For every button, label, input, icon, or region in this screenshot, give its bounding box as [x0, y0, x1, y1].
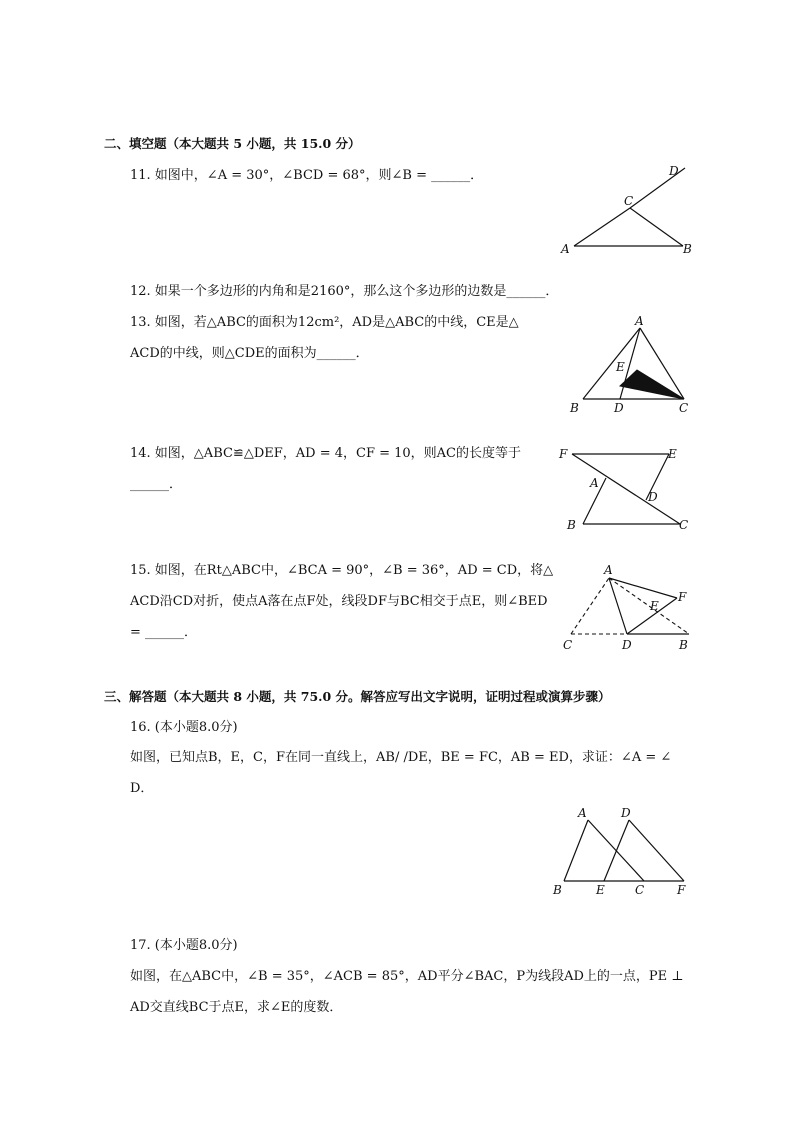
fig16-label-F: F — [677, 883, 686, 897]
fig14-label-C: C — [679, 518, 689, 532]
fig13-label-E: E — [616, 360, 625, 374]
fig14-label-D: D — [648, 490, 658, 504]
question-17-header: 17. (本小题8.0分) — [130, 938, 238, 953]
question-12-text: 12. 如果一个多边形的内角和是2160°，那么这个多边形的边数是______． — [130, 284, 559, 299]
fig16-label-A: A — [578, 806, 587, 820]
section-title-fill-in: 二、填空题（本大题共 5 小题，共 15.0 分） — [104, 136, 361, 151]
section-title-answer: 三、解答题（本大题共 8 小题，共 75.0 分。解答应写出文字说明，证明过程或演算步骤） — [104, 689, 611, 704]
fig14-label-E: E — [668, 447, 677, 461]
fig13-label-A: A — [635, 314, 644, 328]
fig14-label-A: A — [590, 476, 599, 490]
fig13-label-B: B — [570, 401, 579, 415]
fig11-label-D: D — [669, 164, 679, 178]
fig16-label-B: B — [553, 883, 562, 897]
question-13-line2: ACD的中线，则△CDE的面积为______． — [130, 346, 369, 361]
question-14-line2: ______． — [130, 477, 183, 492]
question-15-line1: 15. 如图，在Rt△ABC中，∠BCA = 90°，∠B = 36°，AD = CD，将△ — [130, 563, 554, 578]
figure-q14 — [555, 440, 700, 540]
fig16-label-D: D — [621, 806, 631, 820]
fig16-label-E: E — [596, 883, 605, 897]
figure-q13 — [560, 310, 705, 420]
fig11-label-C: C — [624, 194, 634, 208]
question-16-line1: 如图，已知点B，E，C，F在同一直线上，AB/ /DE，BE = FC，AB = ED，求证：∠A = ∠ — [130, 750, 672, 765]
question-11-text: 11. 如图中，∠A = 30°，∠BCD = 68°，则∠B = ______． — [130, 168, 484, 183]
fig15-label-D: D — [622, 638, 632, 652]
question-16-header: 16. (本小题8.0分) — [130, 720, 238, 735]
fig11-label-B: B — [683, 242, 692, 256]
fig15-label-C: C — [563, 638, 573, 652]
question-14-line1: 14. 如图，△ABC≌△DEF，AD = 4，CF = 10，则AC的长度等于 — [130, 446, 521, 461]
fig15-label-A: A — [604, 563, 613, 577]
fig16-label-C: C — [635, 883, 645, 897]
question-15-line3: = ______． — [130, 625, 198, 640]
fig14-label-F: F — [559, 447, 568, 461]
question-16-line2: D． — [130, 781, 154, 796]
question-13-line1: 13. 如图，若△ABC的面积为12cm²，AD是△ABC的中线，CE是△ — [130, 315, 519, 330]
fig14-label-B: B — [567, 518, 576, 532]
question-15-line2: ACD沿CD对折，使点A落在点F处，线段DF与BC相交于点E，则∠BED — [130, 594, 548, 609]
fig11-label-A: A — [561, 242, 570, 256]
figure-q16 — [545, 800, 700, 900]
fig15-label-B: B — [679, 638, 688, 652]
figure-q11 — [555, 160, 700, 260]
question-17-line2: AD交直线BC于点E，求∠E的度数． — [130, 1000, 343, 1015]
fig13-label-D: D — [614, 401, 624, 415]
fig15-label-F: F — [678, 590, 687, 604]
fig13-label-C: C — [679, 401, 689, 415]
fig15-label-E: E — [650, 599, 659, 613]
question-17-line1: 如图，在△ABC中，∠B = 35°，∠ACB = 85°，AD平分∠BAC，P为线段AD上的一点，PE ⊥ — [130, 969, 684, 984]
figure-q15 — [555, 562, 700, 657]
